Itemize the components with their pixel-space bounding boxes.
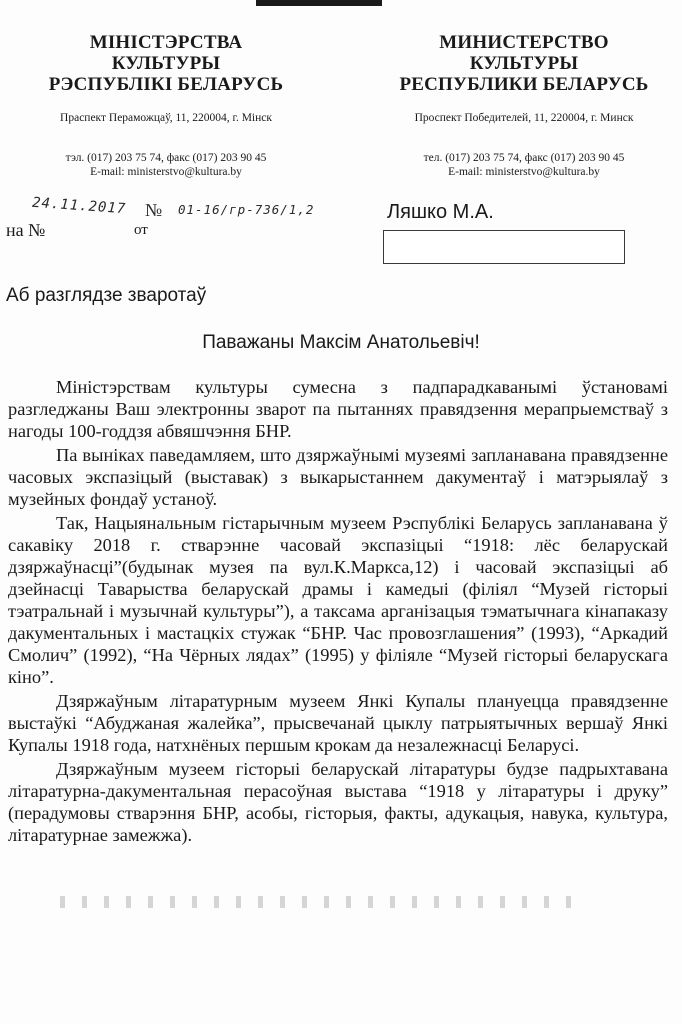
org-email: E-mail: ministerstvo@kultura.by: [448, 166, 600, 178]
body-paragraph: Па выніках паведамляем, што дзяржаўнымі музеямі запланавана правядзенне часовых экспазіцый (выставак) з выкарыстаннем дакументаў і матэрыялаў з музейных фондаў устаноў.: [8, 445, 668, 509]
org-email: E-mail: ministerstvo@kultura.by: [90, 166, 242, 178]
org-name-line2: КУЛЬТУРЫ: [469, 53, 579, 74]
body-paragraph: Міністэрствам культуры сумесна з падпарадкаванымі ўстановамі разгледжаны Ваш электронны зварот па пытаннях правядзення мерапрыемстваў з нагоды 100-годдзя абвяшчэння БНР.: [8, 377, 668, 441]
org-name-line1: МІНІСТЭРСТВА: [89, 32, 243, 53]
letter-subject: Аб разглядзе зваротаў: [6, 285, 207, 306]
org-name-line3: РЕСПУБЛИКИ БЕЛАРУСЬ: [399, 74, 649, 95]
letter-salutation: Паважаны Максім Анатольевіч!: [202, 332, 480, 353]
handwritten-outgoing-number: 01-16/гр-736/1,2: [178, 202, 315, 217]
body-paragraph: Так, Нацыянальным гістарычным музеем Рэспублікі Беларусь запланавана ў сакавіку 2018 г. стварэнне часовай экспазіцыі “1918: лёс беларускай дзяржаўнасці”(будынак музея па вул.К.Маркса,12) і часовай экспазіцыі аб дзейнасці Таварыства беларускай драмы і камедыі (філіял “Музей гісторыі тэатральнай і музычнай культуры”), а таксама арганізацыя тэматычнага кінапаказу дакументальных і мастацкіх стужак “БНР. Час провозглашения” (1993), “Аркадий Смолич” (1992), “На Чёрных лядах” (1995) у філіяле “Музей гісторыі беларускага кіно”.: [8, 513, 668, 687]
body-paragraph: Дзяржаўным літаратурным музеем Янкі Купалы плануецца правядзенне выстаўкі “Абуджаная жалейка”, прысвечанай цыклу патрыятычных вершаў Янкі Купалы 1918 года, натхнёных першым крокам да незалежнасці Беларусі.: [8, 691, 668, 755]
status-bar-notch: [256, 0, 382, 6]
letter-body: [8, 376, 668, 848]
org-address: Проспект Победителей, 11, 220004, г. Минск: [414, 112, 634, 124]
org-address: Праспект Пераможцаў, 11, 220004, г. Мінск: [60, 112, 272, 124]
outgoing-number-label: №: [145, 200, 164, 220]
org-name-line3: РЭСПУБЛІКІ БЕЛАРУСЬ: [48, 74, 284, 95]
org-name-line2: КУЛЬТУРЫ: [111, 53, 221, 74]
letterhead-russian: [374, 32, 674, 179]
org-phone: тэл. (017) 203 75 74, факс (017) 203 90 45: [65, 152, 267, 164]
letterhead-belarusian: [16, 32, 316, 179]
reference-number-label: на №: [6, 220, 46, 240]
handwritten-date: 24.11.2017: [31, 194, 127, 218]
redacted-address-box: [383, 230, 625, 264]
recipient-name: Ляшко М.А.: [387, 201, 494, 223]
org-phone: тел. (017) 203 75 74, факс (017) 203 90 45: [423, 152, 625, 164]
body-paragraph: Дзяржаўным музеем гісторыі беларускай літаратуры будзе падрыхтавана літаратурна-дакументальная перасоўная выстава “1918 у літаратуры і друку” (перадумовы стварэння БНР, асобы, гісторыя, факты, адукацыя, навука, культура, літаратурнае замежжа).: [8, 759, 668, 845]
org-name-line1: МИНИСТЕРСТВО: [439, 32, 609, 53]
reference-date-label: от: [134, 222, 148, 238]
cut-off-text-line: [60, 896, 580, 908]
